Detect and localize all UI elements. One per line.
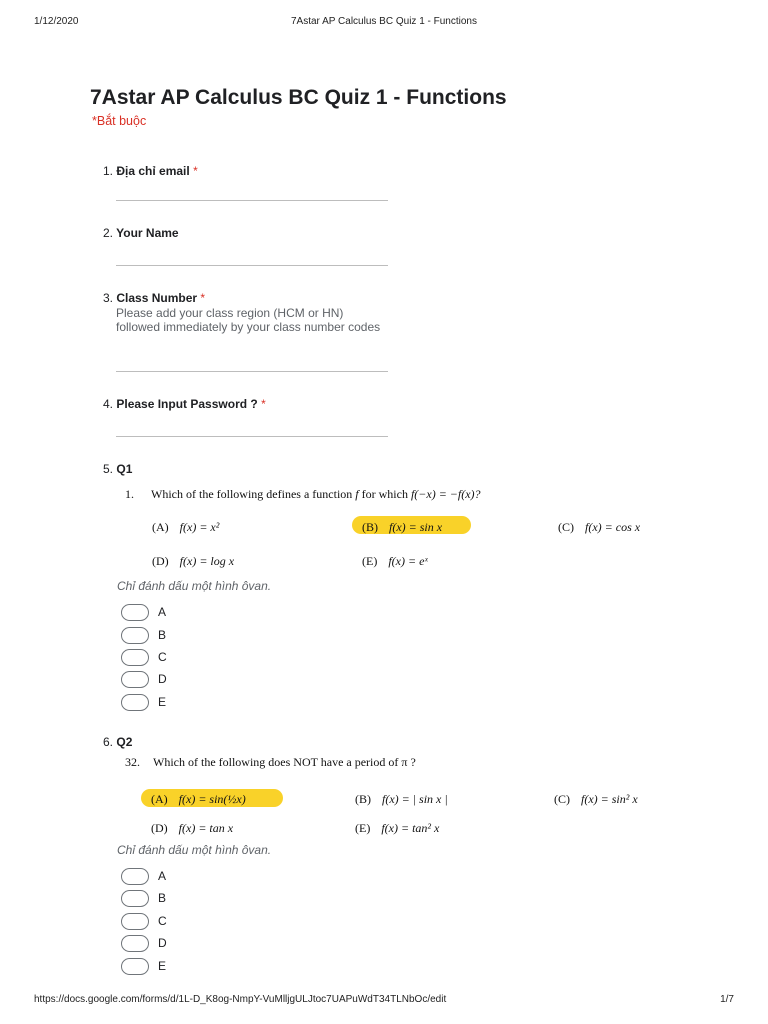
radio-oval[interactable] (121, 935, 149, 952)
question-label: Q1 (116, 462, 133, 476)
option-label: B (158, 628, 167, 642)
radio-oval[interactable] (121, 913, 149, 930)
required-star: * (200, 291, 206, 305)
option-label: D (158, 672, 167, 686)
radio-oval[interactable] (121, 868, 149, 885)
question-number: 4. (103, 397, 114, 411)
choice-expr: f(x) = tan x (178, 821, 234, 835)
option-label: C (158, 650, 167, 664)
choice-expr: f(x) = sin(½x) (178, 792, 246, 806)
radio-oval[interactable] (121, 694, 149, 711)
radio-oval[interactable] (121, 604, 149, 621)
radio-oval[interactable] (121, 890, 149, 907)
print-date: 1/12/2020 (34, 16, 79, 27)
choice-letter: (C) (554, 792, 570, 806)
q2-choice-c (554, 792, 638, 807)
choice-letter: (D) (152, 554, 169, 568)
problem-stem-middle: for which (361, 487, 408, 501)
choice-letter: (C) (558, 520, 574, 534)
question-password (103, 397, 266, 411)
q1-choice-a (152, 520, 219, 535)
option-label: D (158, 936, 167, 950)
question-label: Your Name (116, 226, 179, 240)
choice-expr: f(x) = x² (179, 520, 220, 534)
print-doc-title: 7Astar AP Calculus BC Quiz 1 - Functions (290, 16, 477, 27)
option-label: E (158, 695, 167, 709)
q1-choice-e (362, 554, 428, 569)
question-number: 2. (103, 226, 114, 240)
choice-letter: (E) (355, 821, 371, 835)
choice-expr: f(x) = sin x (389, 520, 443, 534)
q1-choice-b (362, 520, 442, 535)
choice-letter: (B) (362, 520, 378, 534)
choice-letter: (A) (152, 520, 169, 534)
class-number-field[interactable] (116, 371, 388, 372)
radio-oval[interactable] (121, 671, 149, 688)
option-label: A (158, 605, 167, 619)
choice-expr: f(x) = cos x (585, 520, 641, 534)
question-email (103, 164, 198, 178)
required-note: *Bắt buộc (92, 114, 147, 128)
q2-choice-a (151, 792, 246, 807)
option-label: E (158, 959, 167, 973)
q2-choice-d (151, 821, 233, 836)
question-number: 5. (103, 462, 114, 476)
problem-stem-text: Which of the following does NOT have a period of π ? (153, 755, 416, 769)
q2-choice-b (355, 792, 448, 807)
choice-letter: (A) (151, 792, 168, 806)
form-title: 7Astar AP Calculus BC Quiz 1 - Functions (90, 86, 507, 109)
q1-choice-c (558, 520, 640, 535)
question-number: 3. (103, 291, 114, 305)
question-q1 (103, 462, 132, 476)
question-q2 (103, 735, 132, 749)
choice-expr: f(x) = sin² x (581, 792, 638, 806)
radio-oval[interactable] (121, 649, 149, 666)
q2-instruction: Chỉ đánh dấu một hình ôvan. (117, 843, 272, 857)
question-name (103, 226, 179, 240)
choice-expr: f(x) = tan² x (381, 821, 440, 835)
required-star: * (261, 397, 266, 411)
problem-stem-condition: f(−x) = −f(x)? (410, 487, 481, 501)
name-field[interactable] (116, 265, 388, 266)
choice-expr: f(x) = eˣ (388, 554, 428, 568)
question-number: 1. (103, 164, 114, 178)
choice-letter: (D) (151, 821, 168, 835)
q2-choice-e (355, 821, 439, 836)
question-label: Địa chỉ email (116, 164, 190, 178)
option-label: B (158, 891, 167, 905)
problem-number: 1. (125, 487, 134, 501)
class-number-help: Please add your class region (HCM or HN) followed immediately by your class number codes (116, 306, 381, 334)
print-header (0, 16, 768, 32)
problem-stem-text: Which of the following defines a function (151, 487, 353, 501)
problem-stem-var: f (355, 487, 359, 501)
password-field[interactable] (116, 436, 388, 437)
question-label: Q2 (116, 735, 133, 749)
print-footer (0, 994, 768, 1010)
page-number: 1/7 (720, 994, 734, 1005)
question-class-number (103, 291, 205, 305)
q2-problem-stem (125, 755, 416, 770)
choice-letter: (E) (362, 554, 378, 568)
option-label: A (158, 869, 167, 883)
radio-oval[interactable] (121, 958, 149, 975)
radio-oval[interactable] (121, 627, 149, 644)
email-field[interactable] (116, 200, 388, 201)
question-number: 6. (103, 735, 114, 749)
question-label: Class Number (116, 291, 198, 305)
question-label: Please Input Password ? (116, 397, 258, 411)
choice-expr: f(x) = log x (179, 554, 235, 568)
option-label: C (158, 914, 167, 928)
required-star: * (193, 164, 198, 178)
q1-problem-stem (125, 487, 481, 502)
q1-choice-d (152, 554, 234, 569)
choice-expr: f(x) = | sin x | (382, 792, 448, 806)
choice-letter: (B) (355, 792, 371, 806)
problem-number: 32. (125, 755, 140, 769)
print-url: https://docs.google.com/forms/d/1L-D_K8og-NmpY-VuMlljgULJtoc7UAPuWdT34TLNbOc/edit (34, 994, 447, 1005)
q1-instruction: Chỉ đánh dấu một hình ôvan. (117, 579, 272, 593)
